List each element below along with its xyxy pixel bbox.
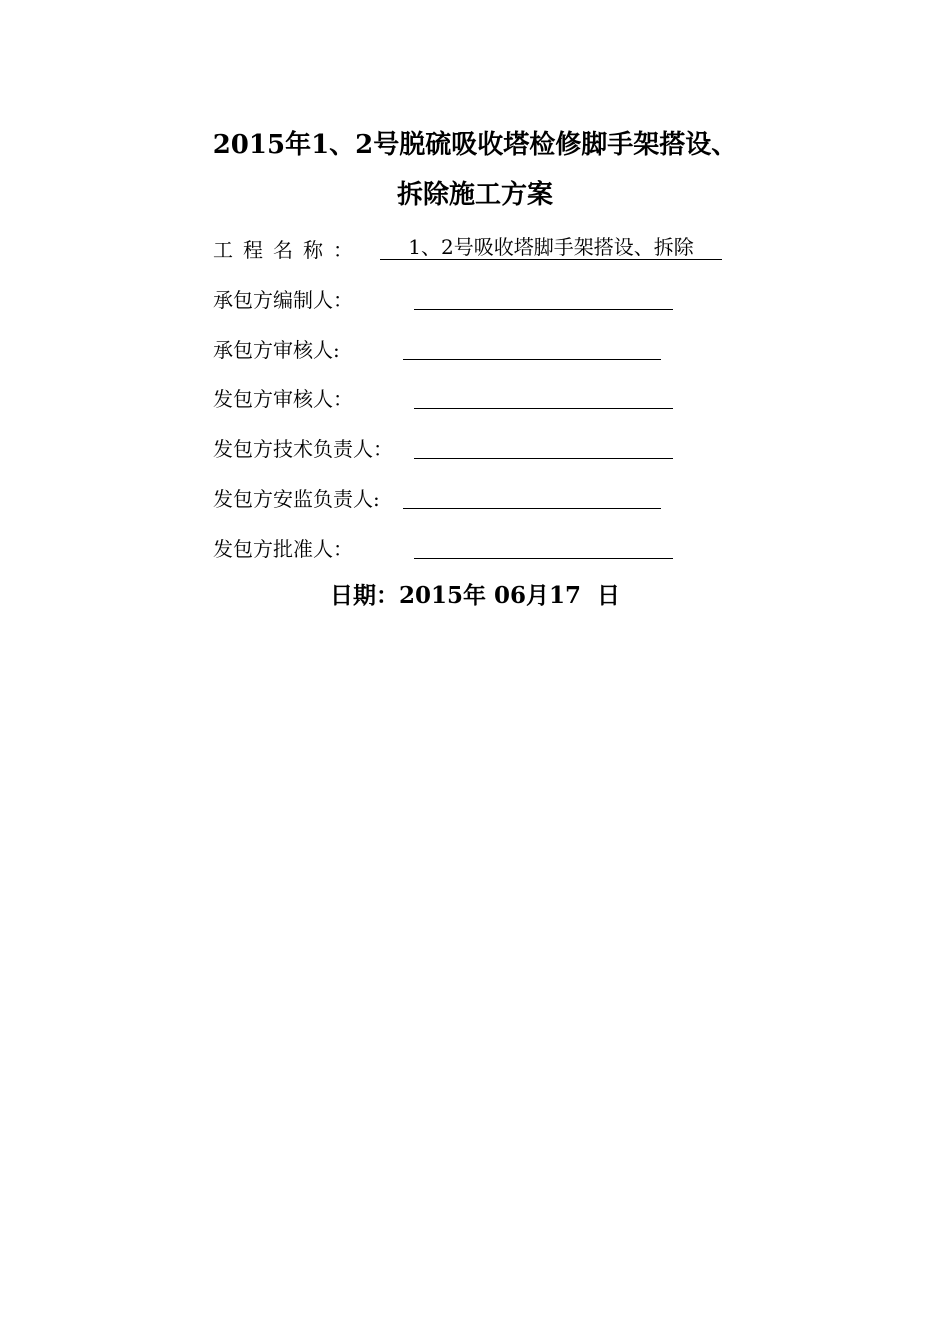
client-reviewer-field[interactable] (414, 384, 673, 409)
client-technical-lead-field[interactable] (414, 434, 673, 459)
client-approver-field[interactable] (414, 534, 673, 559)
client-safety-lead-field[interactable] (403, 484, 661, 509)
field-label: 发包方批准人： (213, 537, 353, 561)
document-date: 日期：2015年 06月17 日 (329, 582, 621, 609)
document-title-line-2: 拆除施工方案 (396, 180, 553, 210)
contractor-preparer-field[interactable] (414, 285, 673, 310)
field-label: 发包方安监负责人: (213, 487, 380, 511)
field-label: 承包方审核人: (213, 338, 340, 362)
field-label: 承包方编制人： (213, 288, 353, 312)
contractor-reviewer-field[interactable] (403, 335, 661, 360)
field-label: 发包方技术负责人： (213, 437, 393, 461)
field-label: 工程名称： (213, 238, 363, 262)
project-name-field[interactable]: 1、2号吸收塔脚手架搭设、拆除 (380, 235, 722, 260)
document-title-line-1: 2015年1、2号脱硫吸收塔检修脚手架搭设、 (212, 130, 738, 160)
field-label: 发包方审核人： (213, 387, 353, 411)
